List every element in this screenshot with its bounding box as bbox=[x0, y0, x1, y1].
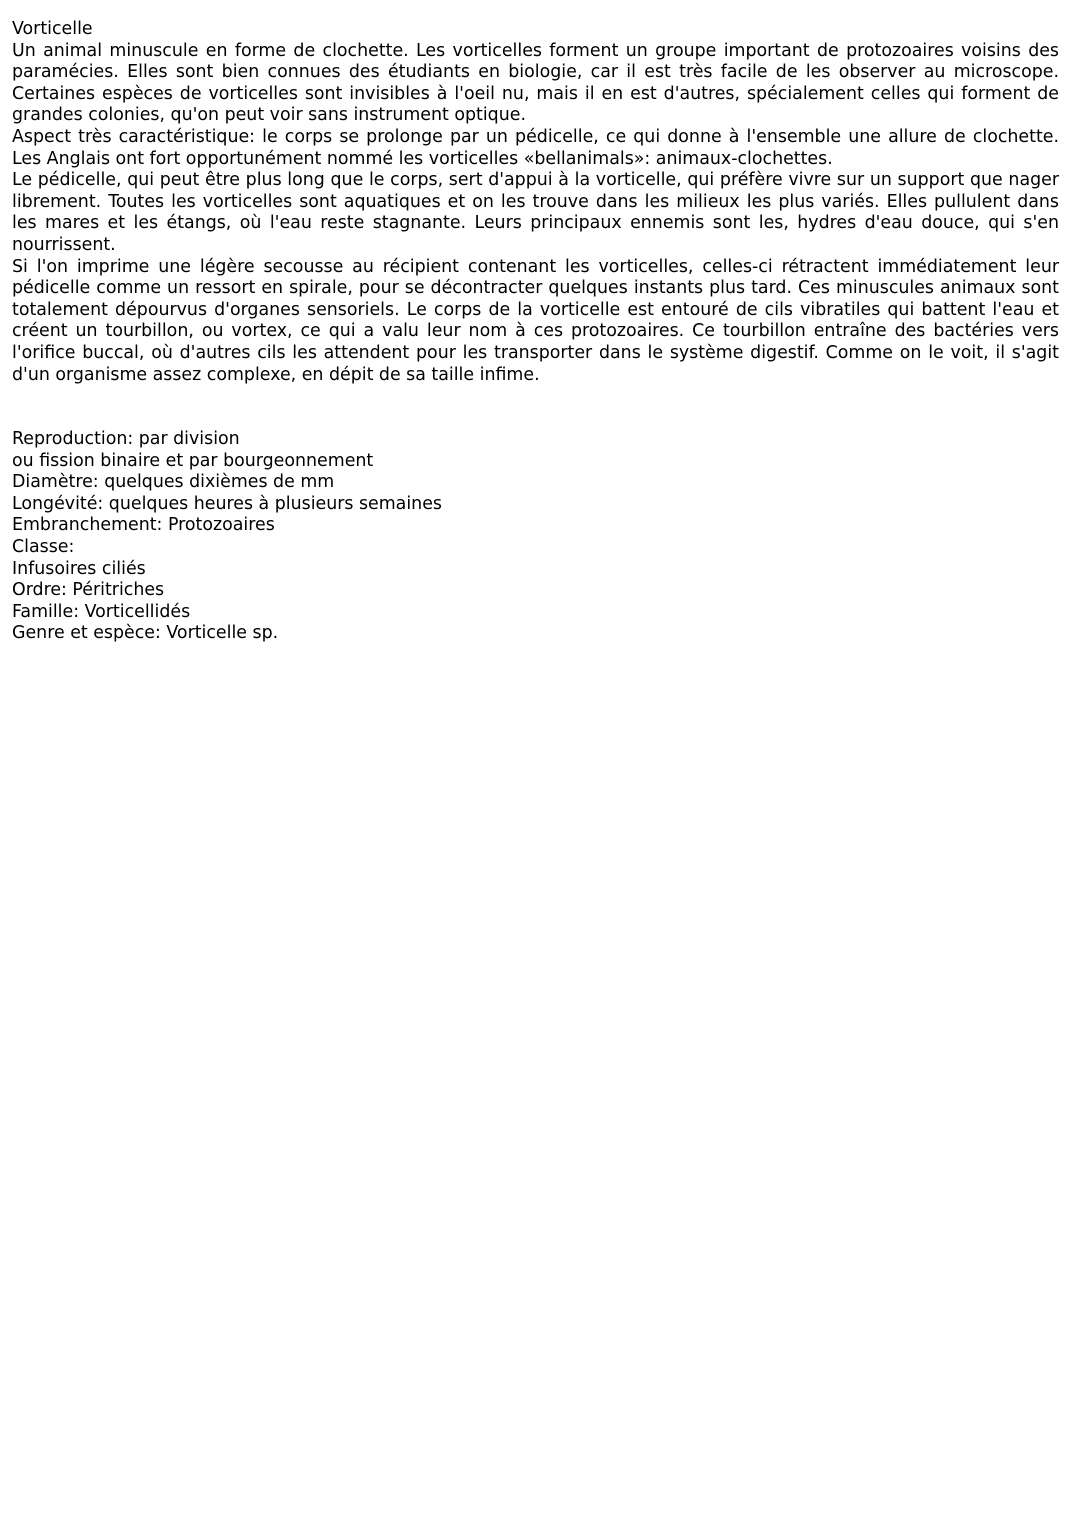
fact-family: Famille: Vorticellidés bbox=[12, 601, 191, 622]
fact-order: Ordre: Péritriches bbox=[12, 580, 165, 601]
paragraph-aspect: Aspect très caractéristique: le corps se prolonge par un pédicelle, ce qui donne à l'ensemble une allure de clochette. Les Anglais ont fort opportunément nommé les vorticelles «bellanimals»: animaux-clochettes. bbox=[12, 126, 1059, 169]
facts-list bbox=[12, 429, 1059, 645]
fact-diameter: Diamètre: quelques dixièmes de mm bbox=[12, 472, 335, 493]
paragraph-habitat: Le pédicelle, qui peut être plus long que le corps, sert d'appui à la vorticelle, qui préfère vivre sur un support que nager librement. Toutes les vorticelles sont aquatiques et on les trouve dans les milieux les plus variés. Elles pullulent dans les mares et les étangs, où l'eau reste stagnante. Leurs principaux ennemis sont les, hydres d'eau douce, qui s'en nourrissent. bbox=[12, 170, 1059, 255]
fact-genus-species: Genre et espèce: Vorticelle sp. bbox=[12, 623, 279, 644]
fact-class-value: Infusoires ciliés bbox=[12, 558, 146, 579]
document-title: Vorticelle bbox=[12, 19, 93, 39]
fact-phylum: Embranchement: Protozoaires bbox=[12, 515, 275, 536]
paragraph-behaviour: Si l'on imprime une légère secousse au récipient contenant les vorticelles, celles-ci rétractent immédiatement leur pédicelle comme un ressort en spirale, pour se décontracter quelques instants plus tard. Ces minuscules animaux sont totalement dépourvus d'organes sensoriels. Le corps de la vorticelle est entouré de cils vibratiles qui battent l'eau et créent un tourbillon, ou vortex, ce qui a valu leur nom à ces protozoaires. Ce tourbillon entraîne des bactéries vers l'orifice buccal, où d'autres cils les attendent pour les transporter dans le système digestif. Comme on le voit, il s'agit d'un organisme assez complexe, en dépit de sa taille infime. bbox=[12, 256, 1059, 385]
fact-longevity: Longévité: quelques heures à plusieurs semaines bbox=[12, 493, 442, 514]
fact-reproduction: Reproduction: par division bbox=[12, 429, 240, 450]
fact-reproduction-detail: ou fission binaire et par bourgeonnement bbox=[12, 450, 374, 471]
fact-class-label: Classe: bbox=[12, 537, 75, 558]
section-spacer bbox=[12, 386, 1059, 429]
document-page bbox=[12, 19, 1059, 645]
paragraph-intro: Un animal minuscule en forme de clochette. Les vorticelles forment un groupe important de protozoaires voisins des paramécies. Elles sont bien connues des étudiants en biologie, car il est très facile de les observer au microscope. Certaines espèces de vorticelles sont invisibles à l'oeil nu, mais il en est d'autres, spécialement celles qui forment de grandes colonies, qu'on peut voir sans instrument optique. bbox=[12, 40, 1059, 126]
